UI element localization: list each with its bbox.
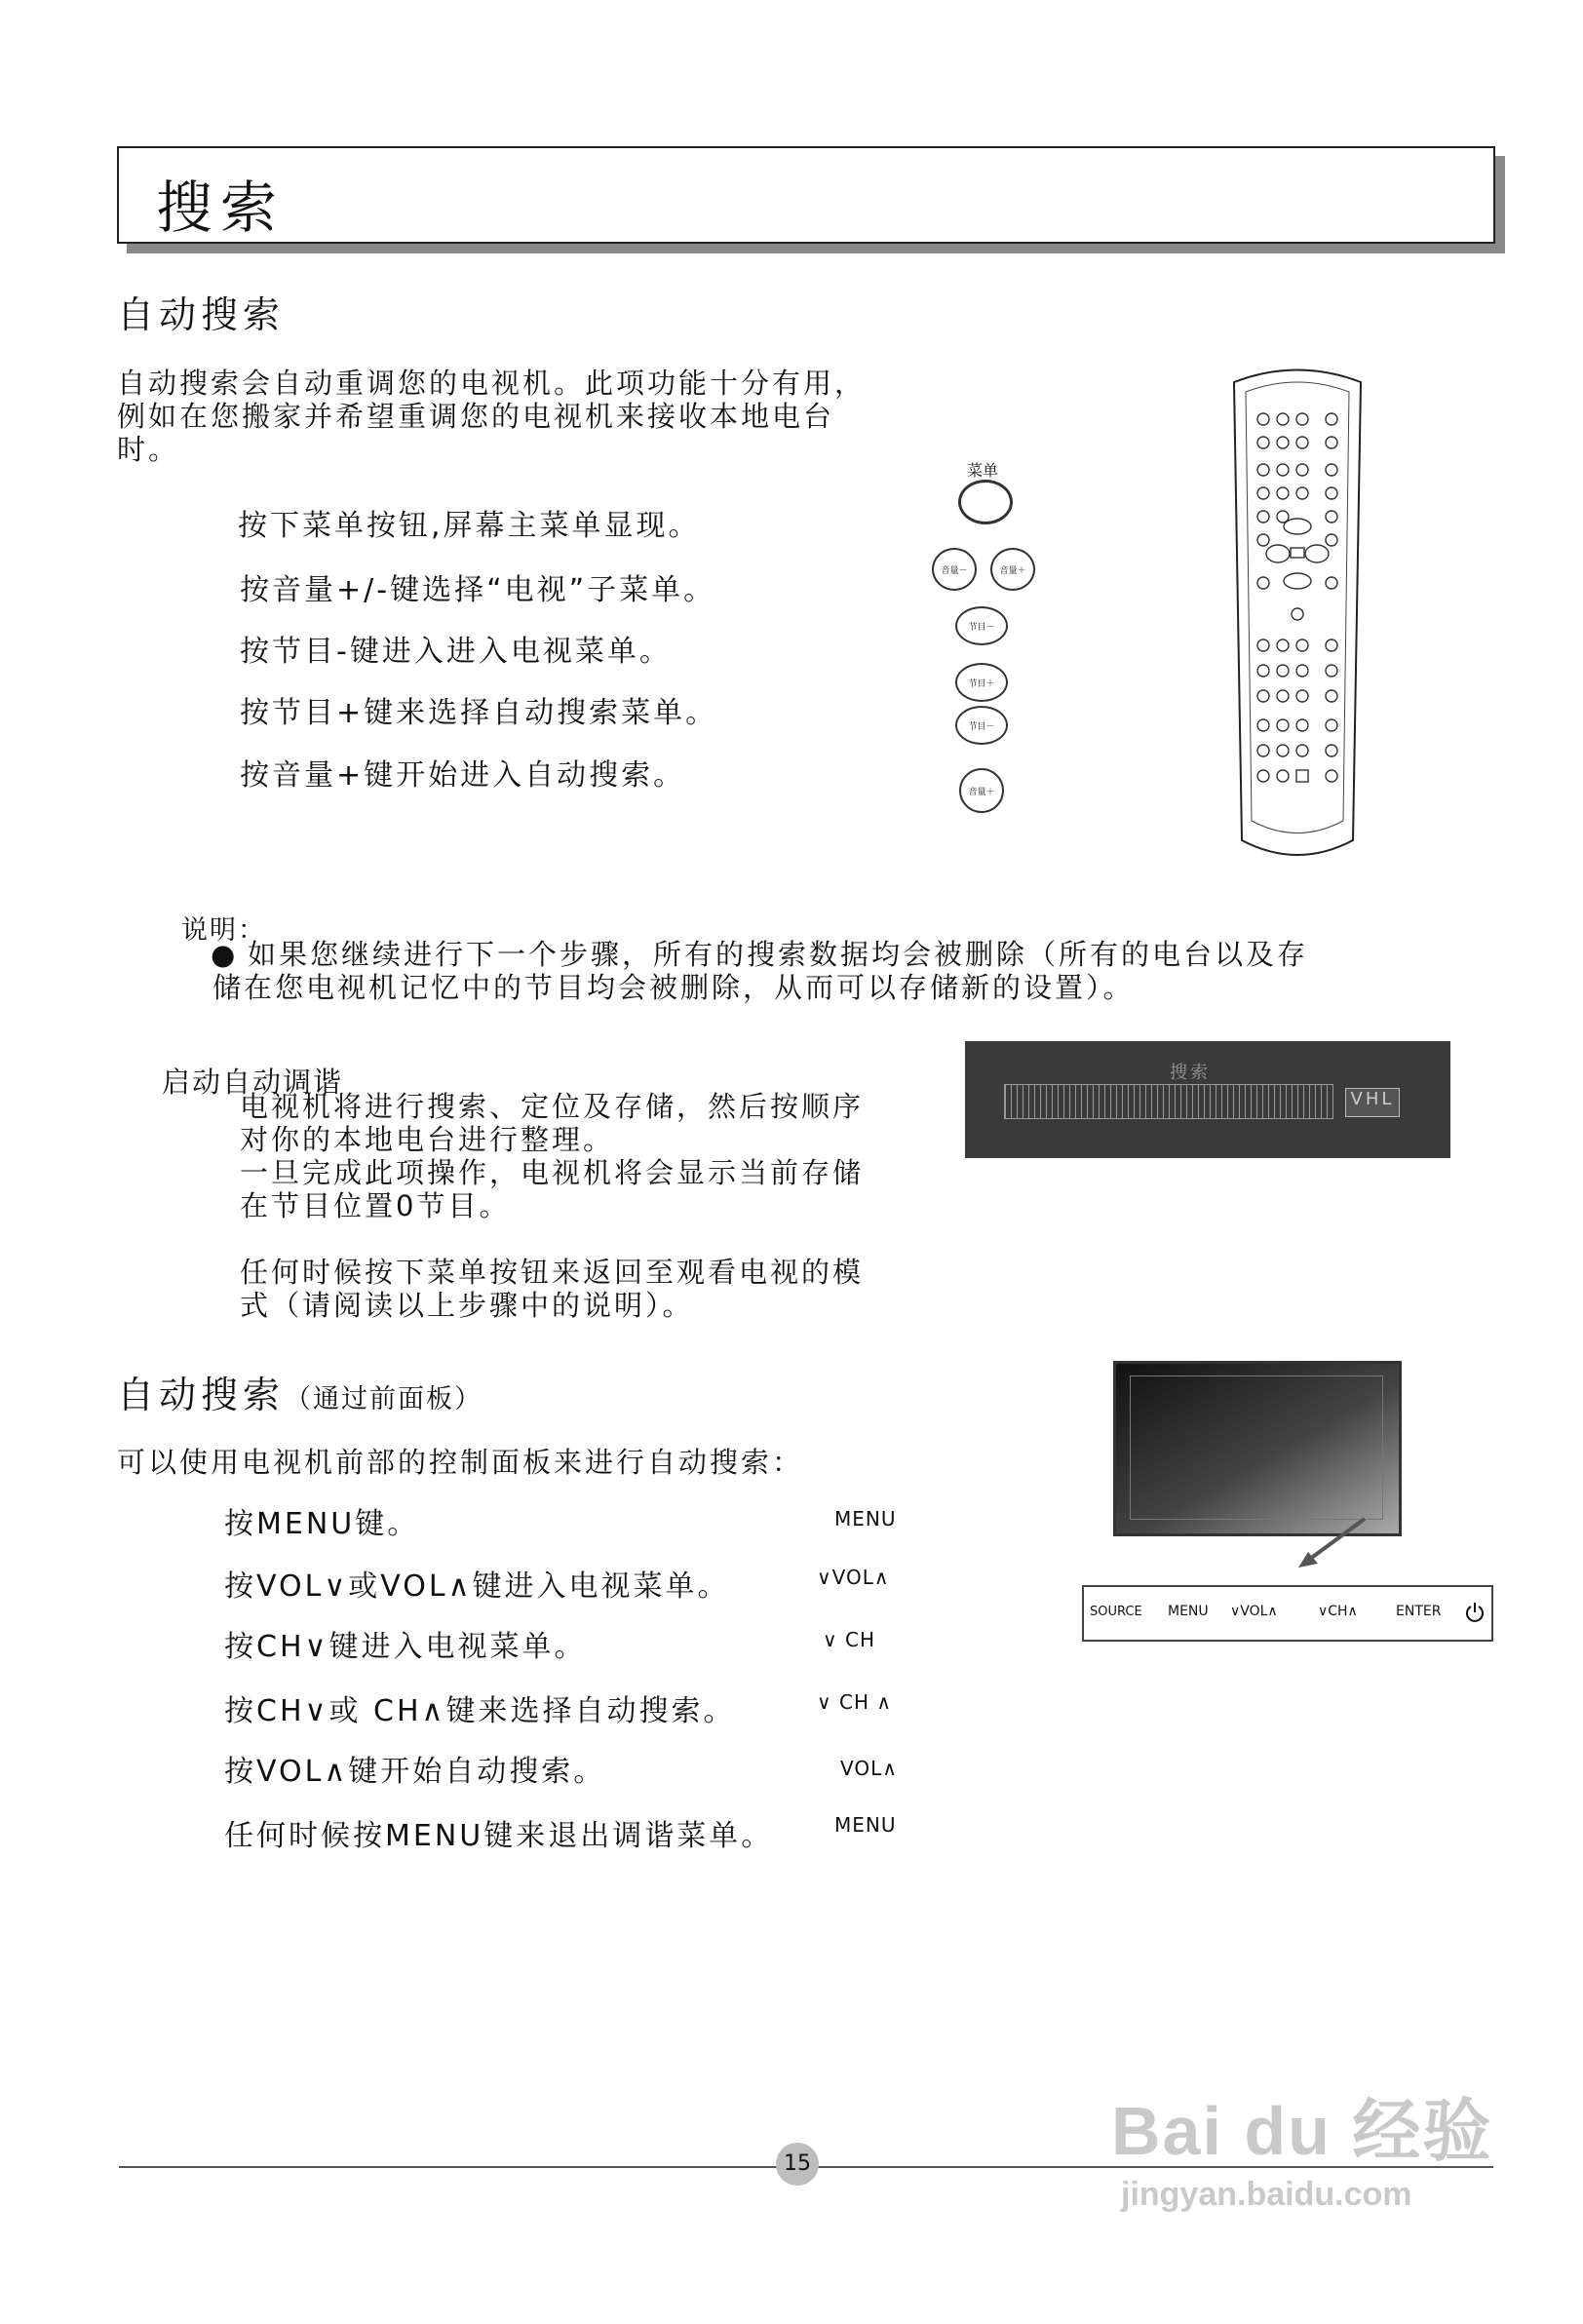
prog-plus-key: 节目＋	[955, 663, 1008, 702]
panel-step-2: 按VOL∨或VOL∧键进入电视菜单。	[224, 1569, 730, 1604]
section2-heading: 自动搜索	[117, 1374, 286, 1416]
panel-step-1: 按MENU键。	[224, 1507, 420, 1541]
tuning-line: 任何时候按下菜单按钮来返回至观看电视的模	[240, 1256, 865, 1289]
panel-step-4: 按CH∨或 CH∧键来选择自动搜索。	[224, 1694, 736, 1728]
vol-minus-key: 音量－	[932, 548, 977, 591]
vol-plus-key: 音量＋	[990, 548, 1035, 591]
osd-band: VHL	[1345, 1088, 1400, 1117]
section1-intro	[117, 367, 866, 466]
page-title: 搜索	[156, 174, 286, 241]
panel-menu: MENU	[1168, 1604, 1209, 1619]
intro-line: 例如在您搬家并希望重调您的电视机来接收本地电台	[117, 400, 835, 433]
vol-plus-key-2: 音量＋	[959, 768, 1004, 813]
prog-minus-key-2: 节目－	[955, 706, 1008, 745]
watermark-brand: Bai du 经验	[1111, 2093, 1493, 2169]
step-4: 按节目+键来选择自动搜索菜单。	[240, 696, 718, 730]
osd-screen	[965, 1041, 1450, 1158]
tv-screen	[1130, 1375, 1383, 1520]
panel-step-6: 任何时候按MENU键来退出调谐菜单。	[224, 1819, 774, 1853]
tuning-line: 对你的本地电台进行整理。	[240, 1123, 615, 1156]
panel-key-label-4: ∨ CH ∧	[817, 1690, 892, 1714]
prog-minus-key: 节目－	[955, 606, 1008, 645]
intro-line: 自动搜索会自动重调您的电视机。此项功能十分有用，	[117, 367, 867, 400]
panel-step-3: 按CH∨键进入电视菜单。	[224, 1630, 587, 1664]
section2-intro: 可以使用电视机前部的控制面板来进行自动搜索：	[117, 1446, 804, 1479]
note-bullet: ●	[211, 938, 236, 971]
section1-heading: 自动搜索	[117, 293, 286, 336]
step-1: 按下菜单按钮,屏幕主菜单显现。	[238, 509, 701, 543]
panel-key-label-5: VOL∧	[840, 1757, 898, 1780]
menu-key	[958, 480, 1013, 524]
page-number: 15	[776, 2143, 819, 2186]
tuning-line: 一旦完成此项操作，电视机将会显示当前存储	[240, 1156, 865, 1189]
remote-control-illustration	[1224, 363, 1371, 870]
panel-key-label-3: ∨ CH	[823, 1628, 875, 1651]
section2-heading-row	[117, 1365, 483, 1418]
step-5: 按音量+键开始进入自动搜索。	[240, 758, 686, 793]
osd-progress	[1004, 1084, 1333, 1119]
arrow-icon	[1296, 1513, 1384, 1571]
page-title-box	[117, 146, 1495, 244]
section2-heading-sub: （通过前面板）	[285, 1384, 483, 1414]
menu-key-label: 菜单	[967, 461, 999, 480]
note-line: 如果您继续进行下一个步骤，所有的搜索数据均会被删除（所有的电台以及存	[248, 938, 1309, 971]
step-2: 按音量+/-键选择“电视”子菜单。	[240, 573, 716, 607]
note-label: 说明：	[181, 915, 266, 946]
osd-title: 搜索	[1170, 1063, 1211, 1083]
tuning-line: 电视机将进行搜索、定位及存储，然后按顺序	[240, 1090, 865, 1123]
watermark-url: jingyan.baidu.com	[1121, 2176, 1412, 2213]
control-panel	[1082, 1585, 1493, 1642]
tuning-text	[240, 1090, 864, 1322]
tuning-heading: 启动自动调谐	[162, 1065, 344, 1099]
step-3: 按节目-键进入进入电视菜单。	[240, 635, 672, 669]
panel-step-5: 按VOL∧键开始自动搜索。	[224, 1755, 606, 1789]
power-icon	[1464, 1601, 1486, 1624]
panel-enter: ENTER	[1396, 1604, 1442, 1619]
note-text	[248, 938, 1308, 971]
tv-illustration	[1113, 1361, 1402, 1536]
panel-key-label-1: MENU	[834, 1507, 897, 1530]
panel-key-label-6: MENU	[834, 1813, 897, 1837]
note-line: 储在您电视机记忆中的节目均会被删除，从而可以存储新的设置）。	[212, 971, 1135, 1004]
panel-source: SOURCE	[1090, 1605, 1142, 1619]
tuning-line: 在节目位置0节目。	[240, 1189, 511, 1222]
panel-vol: ∨VOL∧	[1230, 1604, 1278, 1619]
intro-line: 时。	[117, 433, 180, 466]
tuning-line: 式（请阅读以上步骤中的说明）。	[240, 1289, 694, 1322]
panel-ch: ∨CH∧	[1318, 1604, 1358, 1619]
panel-key-label-2: ∨VOL∧	[817, 1566, 890, 1589]
note-text-2	[212, 971, 1135, 1004]
